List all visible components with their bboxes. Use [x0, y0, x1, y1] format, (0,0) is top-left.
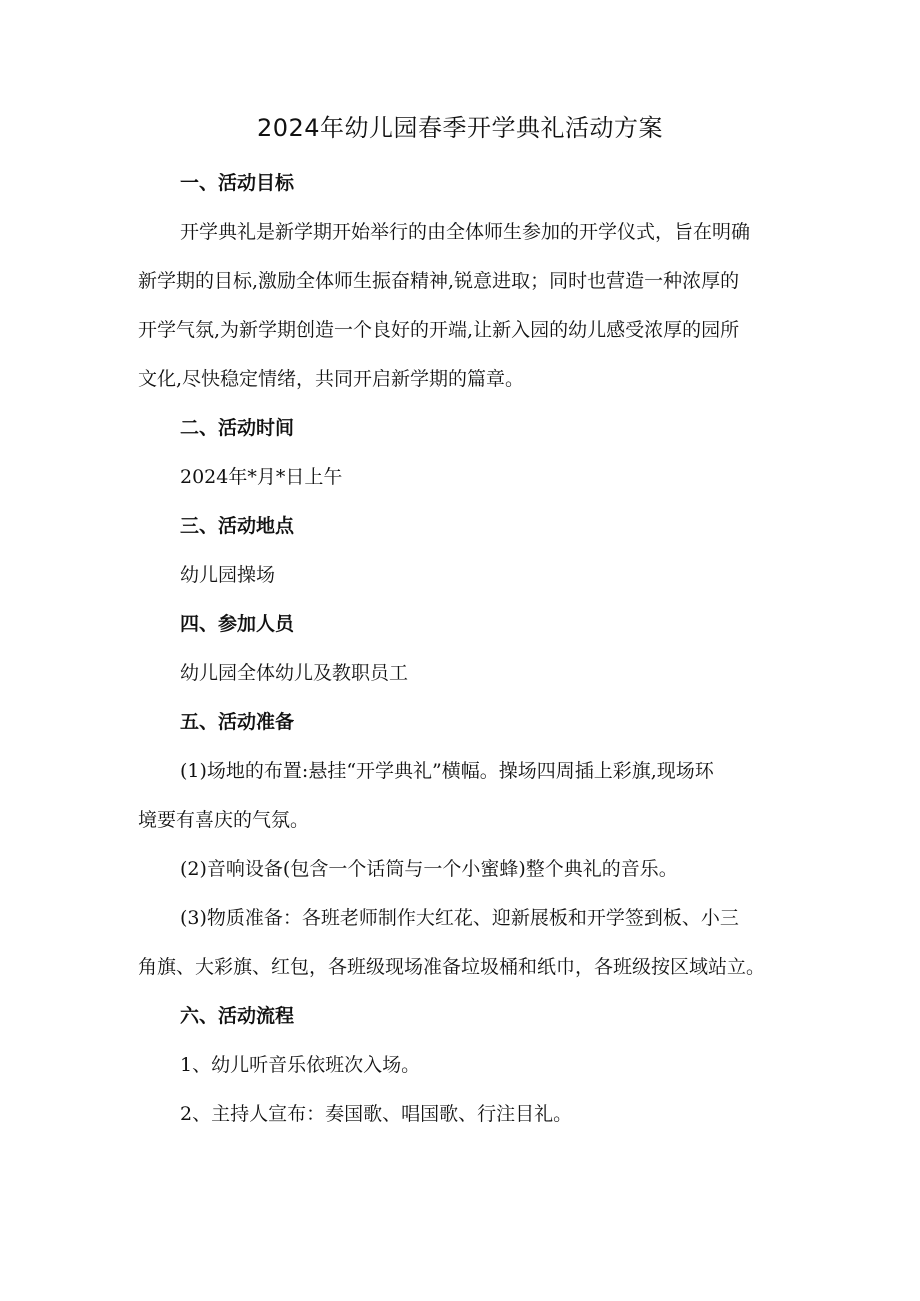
paragraph-line: 文化,尽快稳定情绪，共同开启新学期的篇章。 — [138, 368, 525, 390]
paragraph-line: 境要有喜庆的气氛。 — [138, 809, 310, 831]
paragraph-line: 角旗、大彩旗、红包，各班级现场准备垃圾桶和纸巾，各班级按区域站立。 — [138, 956, 766, 978]
paragraph-line: (1)场地的布置:悬挂“开学典礼”横幅。操场四周插上彩旗,现场环 — [180, 760, 714, 782]
paragraph-line: 幼儿园操场 — [180, 564, 276, 586]
paragraph-line: (2)音响设备(包含一个话筒与一个小蜜蜂)整个典礼的音乐。 — [180, 858, 678, 880]
document-body — [138, 170, 788, 1150]
section-heading-participants: 四、参加人员 — [180, 613, 295, 635]
document-title: 2024年幼儿园春季开学典礼活动方案 — [256, 114, 664, 142]
paragraph-line: 1、幼儿听音乐依班次入场。 — [180, 1054, 421, 1076]
paragraph-line: 开学典礼是新学期开始举行的由全体师生参加的开学仪式，旨在明确 — [180, 221, 751, 243]
paragraph-line: 2、主持人宣布：奏国歌、唱国歌、行注目礼。 — [180, 1103, 573, 1125]
paragraph-line: 新学期的目标,激励全体师生振奋精神,锐意进取；同时也营造一种浓厚的 — [138, 270, 740, 292]
paragraph-line: (3)物质准备：各班老师制作大红花、迎新展板和开学签到板、小三 — [180, 907, 739, 929]
paragraph-line: 2024年*月*日上午 — [180, 466, 343, 488]
paragraph-line: 开学气氛,为新学期创造一个良好的开端,让新入园的幼儿感受浓厚的园所 — [138, 319, 740, 341]
section-heading-time: 二、活动时间 — [180, 417, 295, 439]
section-heading-location: 三、活动地点 — [180, 515, 295, 537]
section-heading-process: 六、活动流程 — [180, 1005, 295, 1027]
paragraph-line: 幼儿园全体幼儿及教职员工 — [180, 662, 409, 684]
section-heading-preparation: 五、活动准备 — [180, 711, 295, 733]
section-heading-goal: 一、活动目标 — [180, 172, 295, 194]
